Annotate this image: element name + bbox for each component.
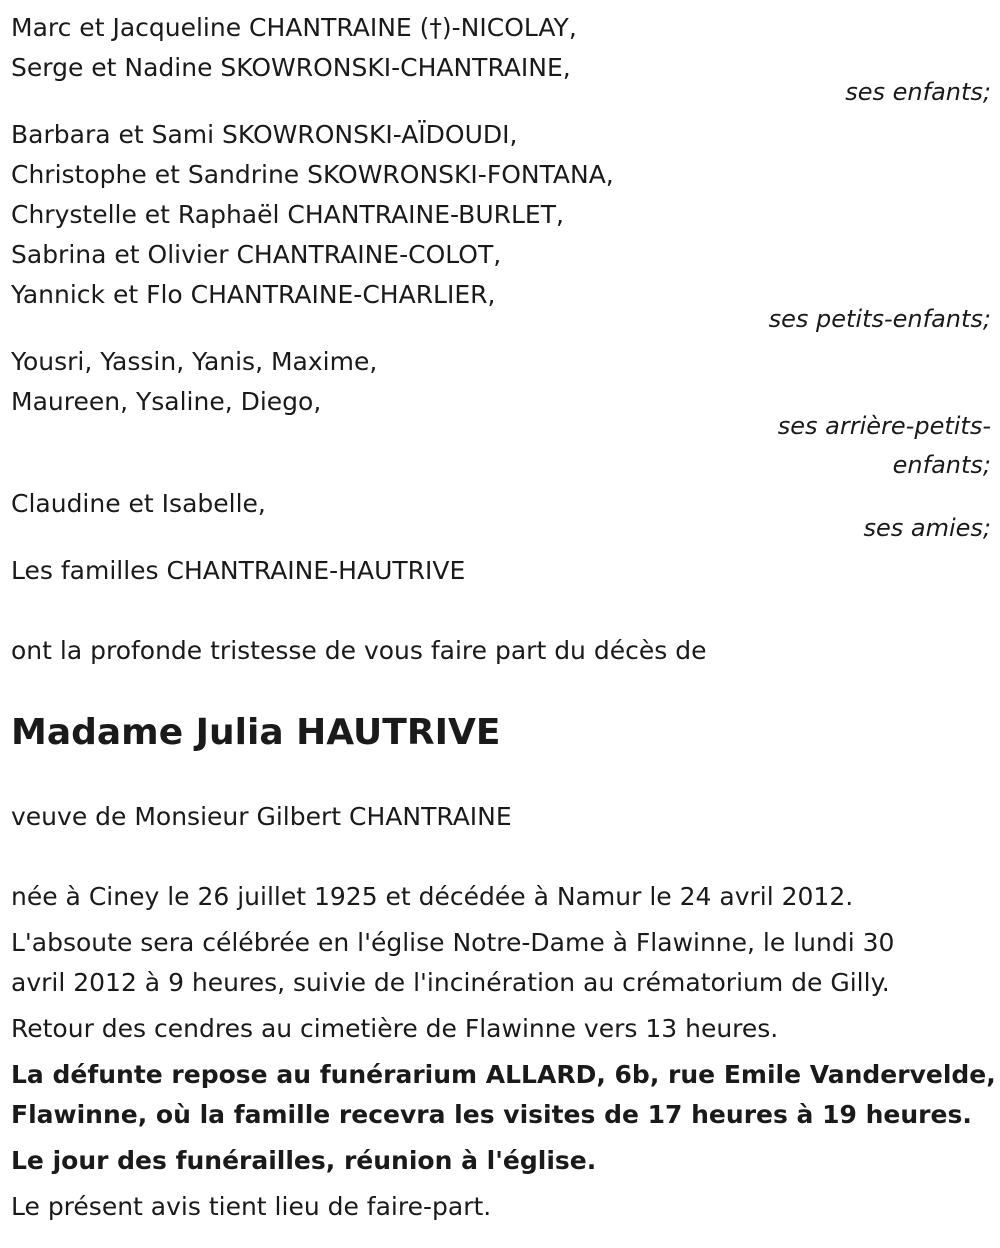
mourner-line: Yannick et Flo CHANTRAINE-CHARLIER, (11, 280, 496, 309)
mourner-line: Chrystelle et Raphaël CHANTRAINE-BURLET, (11, 200, 564, 229)
mourner-line: Claudine et Isabelle, (11, 489, 266, 518)
mourner-line: Sabrina et Olivier CHANTRAINE-COLOT, (11, 240, 502, 269)
families-line: Les familles CHANTRAINE-HAUTRIVE (11, 556, 466, 585)
relation-label-continued: enfants; (892, 451, 991, 479)
absoute-paragraph (11, 923, 991, 1003)
funeral-day-line: Le jour des funérailles, réunion à l'église. (11, 1146, 597, 1175)
funeral-home-line: Flawinne, où la famille recevra les visites de 17 heures à 19 heures. (11, 1100, 972, 1129)
absoute-line: avril 2012 à 9 heures, suivie de l'incinération au crématorium de Gilly. (11, 968, 890, 997)
relation-label: ses enfants; (845, 78, 991, 106)
children-section (11, 8, 991, 112)
mourner-line: Barbara et Sami SKOWRONSKI-AÏDOUDI, (11, 120, 518, 149)
funeral-home-line: La défunte repose au funérarium ALLARD, 6b, rue Emile Vandervelde, (11, 1060, 996, 1089)
relation-label: ses arrière-petits- (777, 412, 991, 440)
announcement-text: ont la profonde tristesse de vous faire part du décès de (11, 636, 707, 665)
mourner-line: Serge et Nadine SKOWRONSKI-CHANTRAINE, (11, 53, 571, 82)
grandchildren-section (11, 115, 991, 339)
friends-section (11, 484, 991, 548)
relation-label: ses amies; (863, 514, 991, 542)
mourner-line: Marc et Jacqueline CHANTRAINE (†)-NICOLAY, (11, 13, 577, 42)
mourner-line: Yousri, Yassin, Yanis, Maxime, (11, 347, 378, 376)
notice-line: Le présent avis tient lieu de faire-part. (11, 1192, 492, 1221)
great-grandchildren-section (11, 342, 991, 485)
absoute-line: L'absoute sera célébrée en l'église Notre-Dame à Flawinne, le lundi 30 (11, 928, 895, 957)
mourner-line: Christophe et Sandrine SKOWRONSKI-FONTANA, (11, 160, 614, 189)
widow-of-line: veuve de Monsieur Gilbert CHANTRAINE (11, 802, 512, 831)
birth-death-line: née à Ciney le 26 juillet 1925 et décédée à Namur le 24 avril 2012. (11, 882, 854, 911)
ashes-line: Retour des cendres au cimetière de Flawinne vers 13 heures. (11, 1014, 779, 1043)
funeral-home-paragraph (11, 1055, 996, 1135)
obituary-notice (11, 8, 996, 1227)
relation-label: ses petits-enfants; (768, 305, 991, 333)
deceased-name: Madame Julia HAUTRIVE (11, 712, 501, 753)
mourner-line: Maureen, Ysaline, Diego, (11, 387, 322, 416)
